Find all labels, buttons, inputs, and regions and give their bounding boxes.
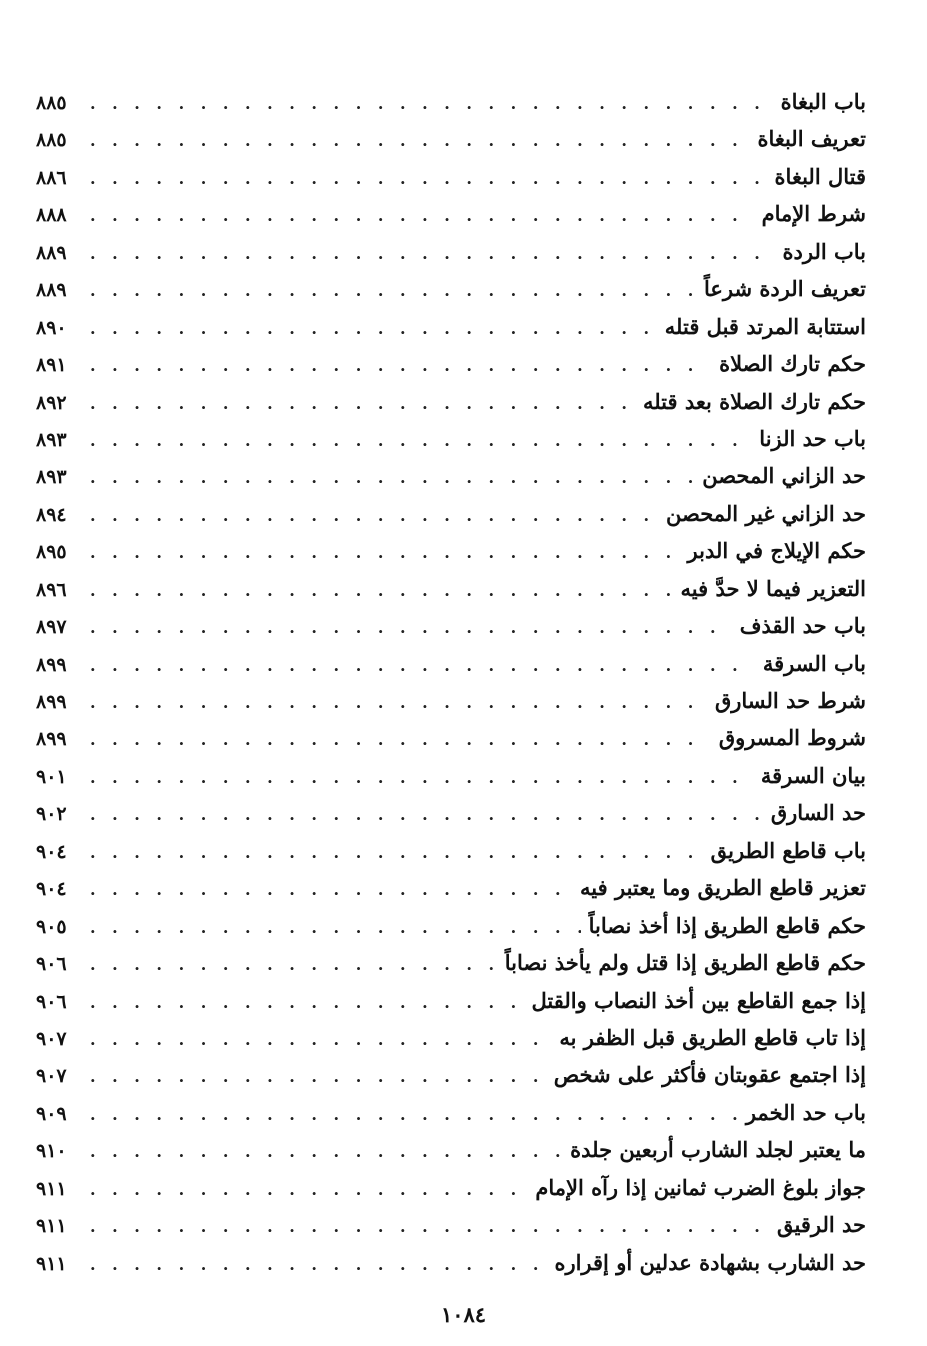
toc-entry [36, 869, 866, 906]
toc-entry-page: ٨٨٨ [36, 204, 67, 227]
dot-leader [90, 1096, 738, 1133]
toc-entry-title: تعريف البغاة [757, 126, 866, 152]
toc-entry-title: تعزير قاطع الطريق وما يعتبر فيه [580, 875, 866, 901]
toc-entry-title: باب السرقة [762, 650, 866, 676]
table-of-contents [36, 83, 866, 1281]
toc-entry [36, 645, 866, 682]
toc-entry [36, 195, 866, 232]
toc-entry-title: إذا اجتمع عقوبتان فأكثر على شخص [553, 1062, 866, 1088]
toc-entry-page: ٨٩٣ [36, 466, 67, 489]
dot-leader [90, 721, 711, 758]
toc-entry-title: شروط المسروق [718, 725, 866, 751]
dot-leader [90, 1208, 769, 1245]
toc-entry-page: ٨٩٥ [36, 541, 67, 564]
dot-leader [90, 272, 696, 309]
toc-entry-page: ٩٠٧ [36, 1065, 67, 1088]
dot-leader [90, 796, 763, 833]
toc-entry-page: ٩٠٥ [36, 915, 67, 938]
toc-entry-title: باب البغاة [780, 89, 866, 114]
toc-entry-title: بيان السرقة [760, 762, 866, 788]
toc-entry-title: حكم قاطع الطريق إذا قتل ولم يأخذ نصاباً [504, 950, 866, 976]
toc-entry-title: حد الزاني غير المحصن [666, 500, 866, 526]
dot-leader [90, 422, 751, 459]
toc-entry-page: ٨٩٦ [36, 578, 67, 601]
toc-entry [36, 1056, 866, 1093]
toc-entry-page: ٨٨٩ [36, 241, 67, 264]
dot-leader [90, 871, 572, 908]
toc-entry-page: ٩١١ [36, 1177, 67, 1200]
toc-entry-title: تعريف الردة شرعاً [703, 276, 866, 302]
dot-leader [90, 385, 635, 422]
toc-entry-page: ٨٩٩ [36, 691, 67, 713]
toc-entry-page: ٨٨٥ [36, 92, 67, 114]
toc-entry-title: استتابة المرتد قبل قتله [664, 313, 866, 339]
toc-entry-title: ما يعتبر لجلد الشارب أربعين جلدة [570, 1137, 866, 1163]
toc-entry-title: حكم تارك الصلاة بعد قتله [642, 388, 866, 414]
toc-entry-title: حد الشارب بشهادة عدلين أو إقراره [554, 1249, 866, 1275]
toc-entry-title: إذا تاب قاطع الطريق قبل الظفر به [559, 1024, 866, 1050]
toc-entry [36, 982, 866, 1019]
toc-entry [36, 1169, 866, 1206]
toc-entry-page: ٩٠٤ [36, 878, 67, 901]
dot-leader [90, 459, 694, 496]
dot-leader [90, 160, 767, 197]
page-number: ١٠٨٤ [440, 1302, 487, 1327]
toc-entry-page: ٩٠٦ [36, 953, 67, 976]
dot-leader [90, 235, 775, 272]
toc-entry [36, 420, 866, 457]
dot-leader [90, 984, 523, 1021]
dot-leader [90, 946, 497, 983]
toc-entry-title: حكم قاطع الطريق إذا أخذ نصاباً [588, 912, 866, 938]
toc-entry-page: ٨٩٠ [36, 316, 67, 339]
dot-leader [90, 197, 754, 234]
toc-entry [36, 682, 866, 719]
toc-entry-title: شرط حد السارق [714, 688, 866, 713]
toc-entry-title: باب قاطع الطريق [710, 837, 866, 863]
dot-leader [90, 1058, 546, 1095]
toc-entry [36, 1094, 866, 1131]
toc-entry [36, 1244, 866, 1281]
dot-leader [90, 834, 703, 871]
dot-leader [90, 1246, 546, 1283]
dot-leader [90, 609, 732, 646]
toc-entry-page: ٨٨٩ [36, 279, 67, 302]
toc-entry-title: جواز بلوغ الضرب ثمانين إذا رآه الإمام [535, 1174, 866, 1200]
toc-entry [36, 832, 866, 869]
dot-leader [90, 310, 657, 347]
toc-entry [36, 120, 866, 157]
dot-leader [90, 647, 755, 684]
toc-entry-title: حكم تارك الصلاة [719, 351, 866, 377]
toc-entry-page: ٨٩٤ [36, 503, 67, 526]
toc-entry [36, 794, 866, 831]
toc-entry [36, 757, 866, 794]
toc-entry-title: حكم الإيلاج في الدبر [687, 538, 866, 564]
toc-entry-title: التعزير فيما لا حدَّ فيه [680, 575, 866, 601]
toc-entry [36, 270, 866, 307]
toc-entry-page: ٩٠٧ [36, 1027, 67, 1050]
toc-entry-page: ٩٠٤ [36, 840, 67, 863]
toc-entry [36, 1019, 866, 1056]
toc-entry-title: شرط الإمام [761, 201, 866, 227]
dot-leader [90, 1171, 527, 1208]
toc-entry-title: حد الزاني المحصن [702, 463, 866, 489]
toc-entry-page: ٩٠١ [36, 765, 67, 788]
toc-entry-page: ٩٠٩ [36, 1102, 67, 1125]
dot-leader [90, 1021, 551, 1058]
toc-entry-page: ٩١١ [36, 1215, 67, 1238]
toc-entry [36, 345, 866, 382]
toc-entry [36, 1206, 866, 1243]
toc-entry-page: ٩٠٦ [36, 990, 67, 1013]
toc-entry [36, 383, 866, 420]
toc-entry [36, 607, 866, 644]
toc-entry-page: ٨٩٢ [36, 391, 67, 414]
toc-entry-page: ٩١١ [36, 1252, 67, 1275]
dot-leader [90, 497, 658, 534]
dot-leader [90, 684, 707, 721]
dot-leader [90, 347, 711, 384]
toc-entry-title: حد السارق [770, 800, 866, 826]
toc-entry-page: ٨٩٩ [36, 653, 67, 676]
dot-leader [90, 572, 673, 609]
dot-leader [90, 1133, 562, 1170]
toc-entry-title: قتال البغاة [774, 163, 866, 189]
toc-entry-page: ٨٨٥ [36, 129, 67, 152]
toc-entry [36, 570, 866, 607]
toc-entry [36, 944, 866, 981]
toc-entry-page: ٨٩٩ [36, 728, 67, 751]
dot-leader [90, 534, 680, 571]
toc-entry [36, 457, 866, 494]
toc-entry-title: باب الردة [782, 238, 866, 264]
toc-entry-page: ٨٩١ [36, 354, 67, 377]
toc-entry [36, 495, 866, 532]
toc-entry [36, 532, 866, 569]
toc-entry-page: ٨٩٧ [36, 616, 67, 639]
toc-entry [36, 83, 866, 120]
toc-entry-page: ٨٨٦ [36, 166, 67, 189]
toc-entry [36, 1131, 866, 1168]
toc-entry-page: ٨٩٣ [36, 428, 67, 451]
toc-entry-title: باب حد الخمر [745, 1099, 866, 1125]
toc-entry-title: باب حد القذف [739, 613, 866, 639]
toc-entry [36, 719, 866, 756]
toc-entry [36, 308, 866, 345]
toc-entry-title: باب حد الزنا [759, 425, 866, 451]
dot-leader [90, 909, 581, 946]
dot-leader [90, 122, 749, 159]
dot-leader [90, 759, 753, 796]
toc-entry [36, 907, 866, 944]
toc-entry-title: حد الرقيق [776, 1212, 866, 1238]
toc-entry-page: ٩٠٢ [36, 803, 67, 826]
toc-entry-page: ٩١٠ [36, 1140, 67, 1163]
toc-entry [36, 233, 866, 270]
dot-leader [90, 85, 773, 122]
toc-entry-title: إذا جمع القاطع بين أخذ النصاب والقتل [531, 987, 866, 1013]
toc-entry [36, 158, 866, 195]
